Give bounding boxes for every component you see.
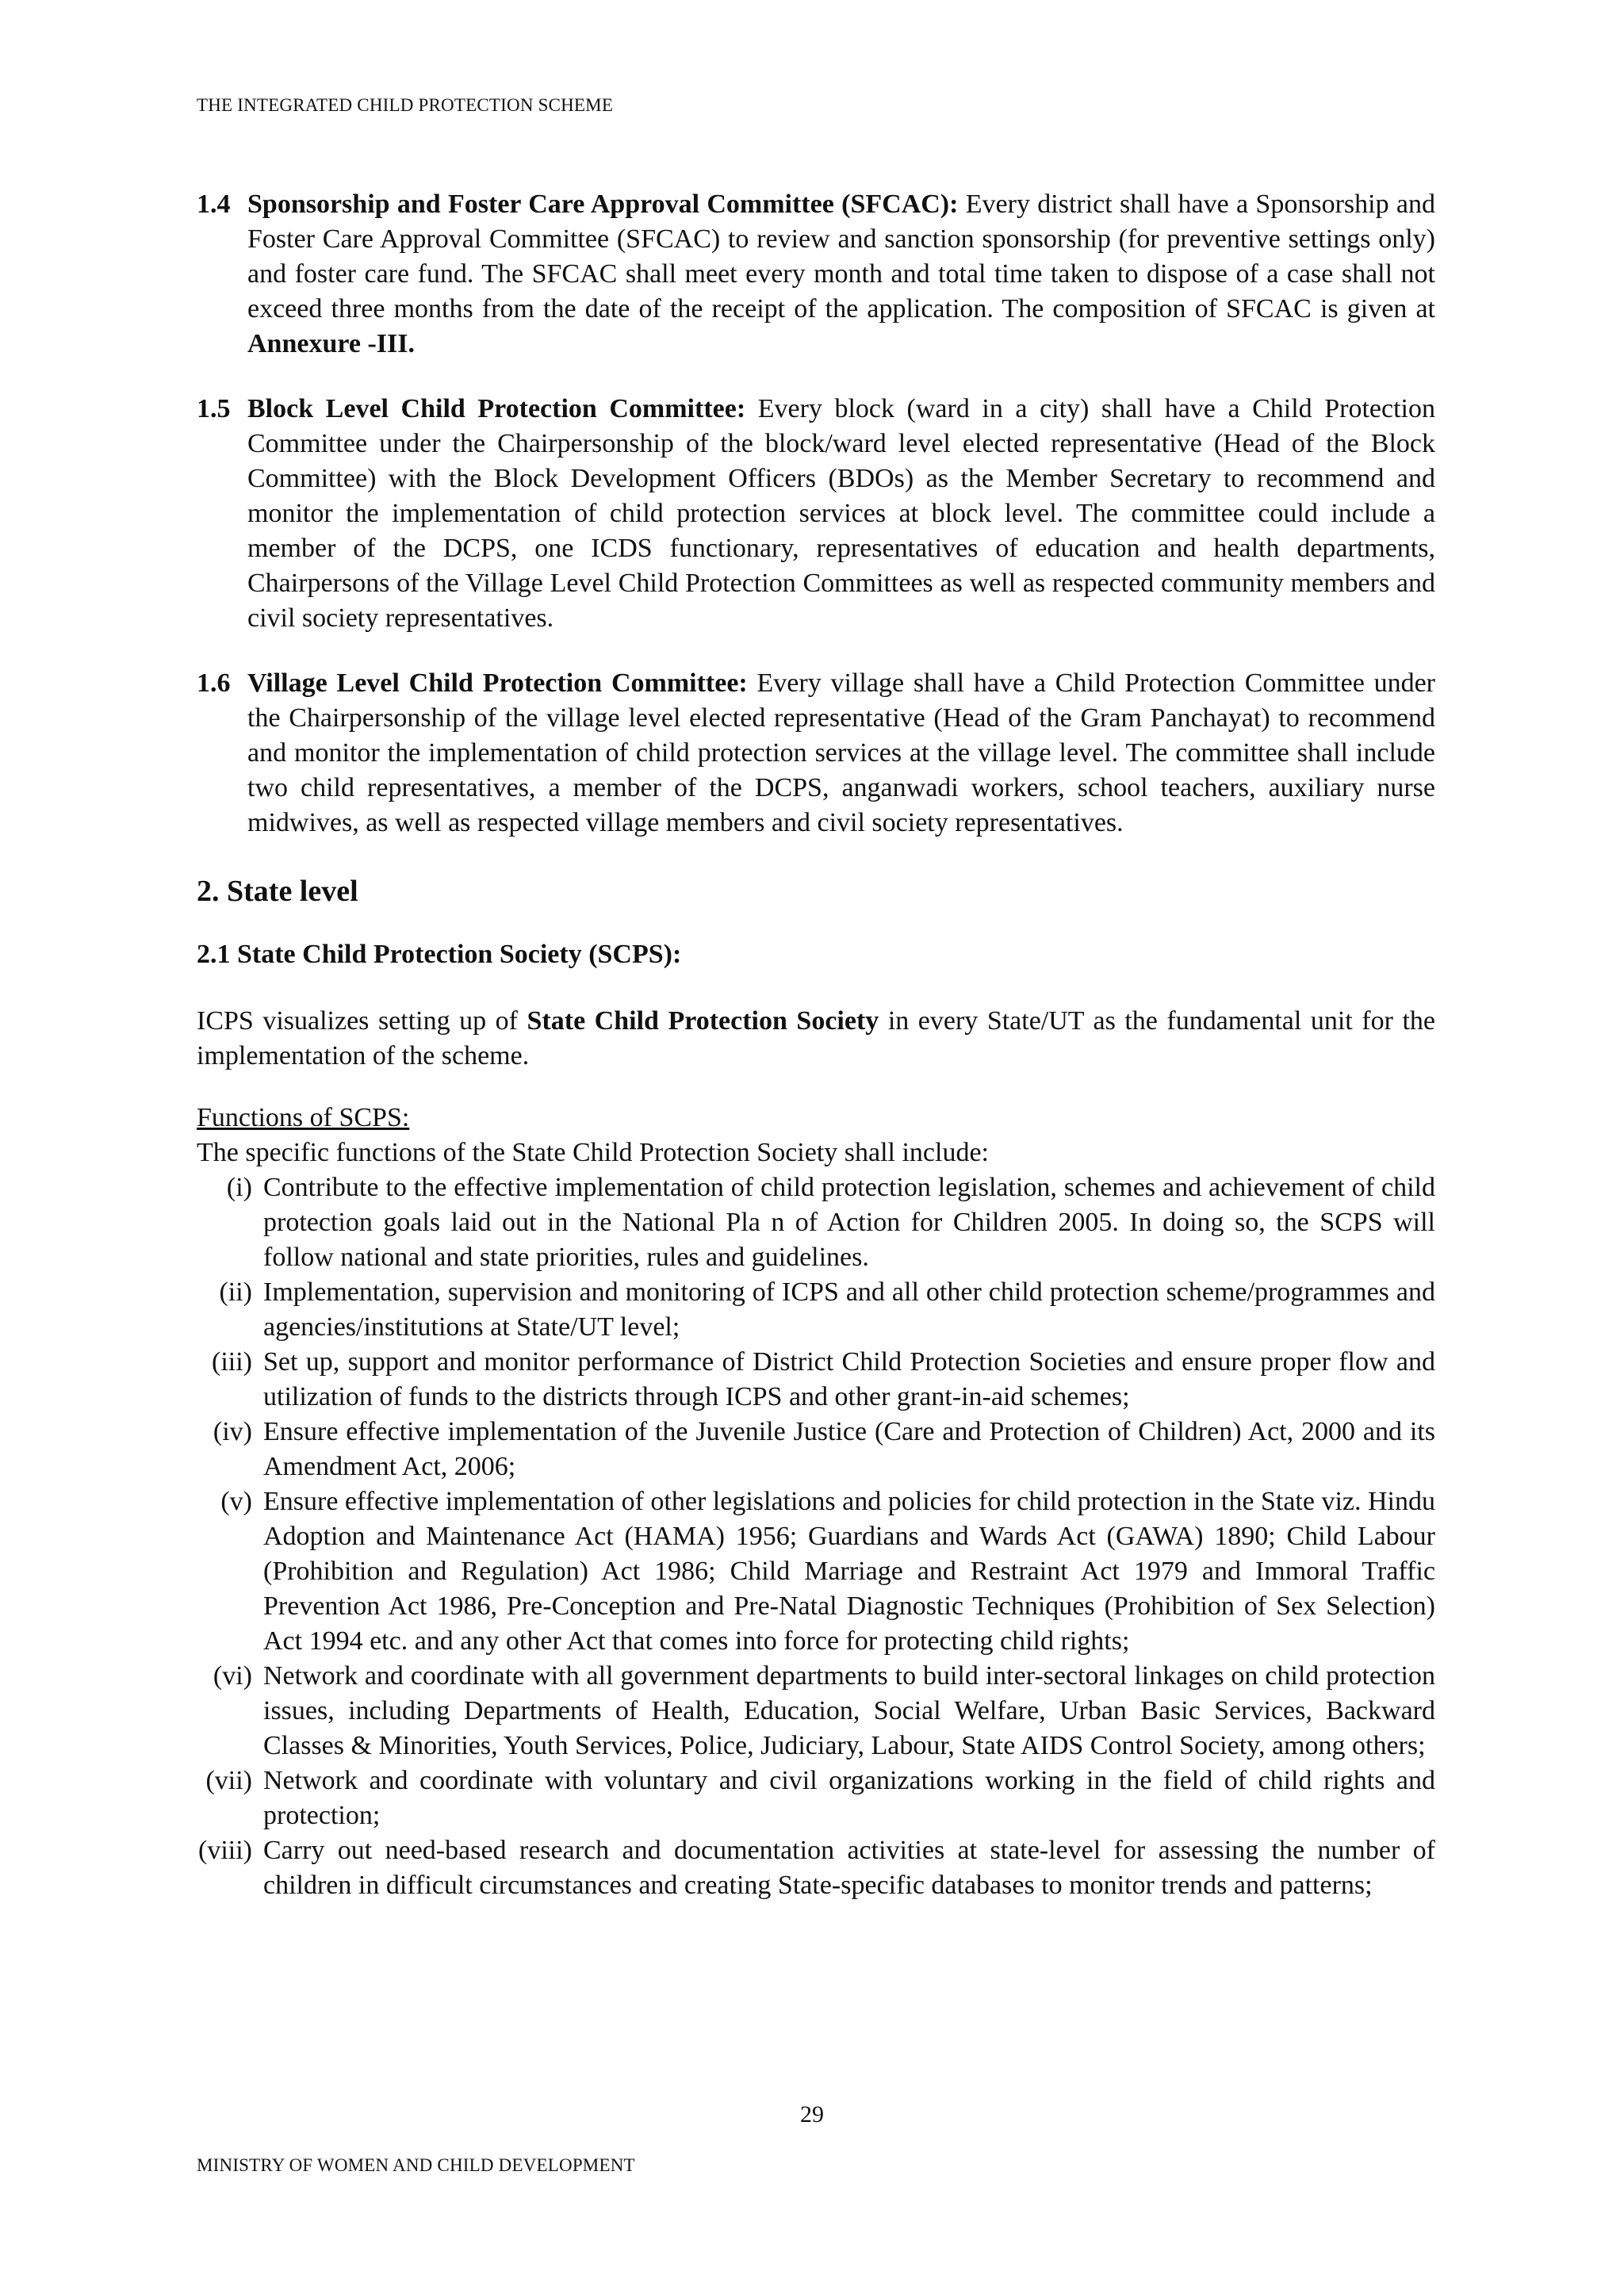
functions-list (197, 1170, 1435, 1903)
list-item (197, 1170, 1435, 1275)
section-body: Every block (ward in a city) shall have a Child Protection Committee under the Chairpersonship of the block/ward level elected representative (Head of the Block Committee) with the Block Development Officers (BDOs) as the Member Secretary to recommend and monitor the implementation of child protection services at block level. The committee could include a member of the DCPS, one ICDS functionary, representatives of education and health departments, Chairpersons of the Village Level Child Protection Committees as well as respected community members and civil society representatives. (247, 394, 1435, 633)
list-item (197, 1764, 1435, 1833)
section-text (247, 187, 1435, 362)
scps-heading: 2.1 State Child Protection Society (SCPS): (197, 940, 682, 969)
section-title: Block Level Child Protection Committee: (247, 394, 746, 423)
section-number: 1.5 (197, 394, 231, 423)
state-level-heading: 2. State level (197, 875, 358, 908)
functions-title: Functions of SCPS: (197, 1103, 410, 1132)
section-1-5 (197, 392, 1435, 636)
intro-text-end: in every State/UT as the fundamental unit for the implementation of the scheme. (197, 1006, 1435, 1070)
section-1-4 (197, 187, 1435, 362)
section-number: 1.4 (197, 190, 231, 219)
item-number: (iii) (212, 1347, 252, 1377)
section-body: Every district shall have a Sponsorship and Foster Care Approval Committee (SFCAC) to review and sanction sponsorship (for preventive settings only) and foster care fund. The SFCAC shall meet every month and total time taken to dispose of a case shall not exceed three months from the date of the receipt of the application. The composition of SFCAC is given at (247, 190, 1435, 324)
scps-intro (197, 1004, 1435, 1074)
item-number: (ii) (219, 1277, 252, 1307)
item-text: Ensure effective implementation of other legislations and policies for child protection in the State viz. Hindu Adoption and Maintenance Act (HAMA) 1956; Guardians and Wards Act (GAWA) 1890; Child Labour (Prohibition and Regulation) Act 1986; Child Marriage and Restraint Act 1979 and Immoral Traffic Prevention Act 1986, Pre-Conception and Pre-Natal Diagnostic Techniques (Prohibition of Sex Selection) Act 1994 etc. and any other Act that comes into force for protecting child rights; (263, 1487, 1435, 1656)
list-item (197, 1484, 1435, 1659)
item-text: Set up, support and monitor performance of District Child Protection Societies and ensure proper flow and utilization of funds to the districts through ICPS and other grant-in-aid schemes; (263, 1347, 1435, 1411)
list-item (197, 1659, 1435, 1764)
functions-intro: The specific functions of the State Child Protection Society shall include: (197, 1138, 989, 1167)
page-content (197, 187, 1435, 1903)
list-item (197, 1275, 1435, 1345)
item-text: Network and coordinate with all government departments to build inter-sectoral linkages on child protection issues, including Departments of Health, Education, Social Welfare, Urban Basic Services, Backward Classes & Minorities, Youth Services, Police, Judiciary, Labour, State AIDS Control Society, among others; (263, 1661, 1435, 1760)
item-number: (iv) (213, 1417, 252, 1446)
intro-text: ICPS visualizes setting up of (197, 1006, 527, 1036)
section-title: Village Level Child Protection Committee: (247, 668, 748, 698)
item-text: Ensure effective implementation of the Juvenile Justice (Care and Protection of Children) Act, 2000 and its Amendment Act, 2006; (263, 1417, 1435, 1481)
section-title: Sponsorship and Foster Care Approval Committee (SFCAC): (247, 190, 959, 219)
list-item (197, 1833, 1435, 1903)
section-body: Every village shall have a Child Protection Committee under the Chairpersonship of the village level elected representative (Head of the Gram Panchayat) to recommend and monitor the implementation of child protection services at the village level. The committee shall include two child representatives, a member of the DCPS, anganwadi workers, school teachers, auxiliary nurse midwives, as well as respected village members and civil society representatives. (247, 668, 1435, 837)
item-number: (vi) (213, 1661, 252, 1691)
item-number: (viii) (198, 1836, 252, 1865)
item-text: Contribute to the effective implementation of child protection legislation, schemes and achievement of child protection goals laid out in the National Pla n of Action for Children 2005. In doing so, the SCPS will follow national and state priorities, rules and guidelines. (263, 1173, 1435, 1272)
item-number: (vii) (205, 1766, 252, 1795)
annexure-ref: Annexure -III. (247, 329, 415, 358)
item-number: (v) (220, 1487, 252, 1516)
section-text (247, 666, 1435, 841)
section-1-6 (197, 666, 1435, 841)
page-number: 29 (800, 2101, 824, 2127)
running-footer: MINISTRY OF WOMEN AND CHILD DEVELOPMENT (197, 2155, 635, 2175)
list-item (197, 1415, 1435, 1484)
item-text: Network and coordinate with voluntary and civil organizations working in the field of child rights and protection; (263, 1766, 1435, 1830)
item-number: (i) (226, 1173, 252, 1202)
section-text (247, 392, 1435, 636)
item-text: Implementation, supervision and monitoring of ICPS and all other child protection scheme/programmes and agencies/institutions at State/UT level; (263, 1277, 1435, 1342)
list-item (197, 1345, 1435, 1415)
section-number: 1.6 (197, 668, 231, 698)
intro-bold: State Child Protection Society (527, 1006, 879, 1036)
item-text: Carry out need-based research and documentation activities at state-level for assessing the number of children in difficult circumstances and creating State-specific databases to monitor trends and patterns; (263, 1836, 1435, 1900)
running-header: THE INTEGRATED CHILD PROTECTION SCHEME (197, 95, 614, 115)
